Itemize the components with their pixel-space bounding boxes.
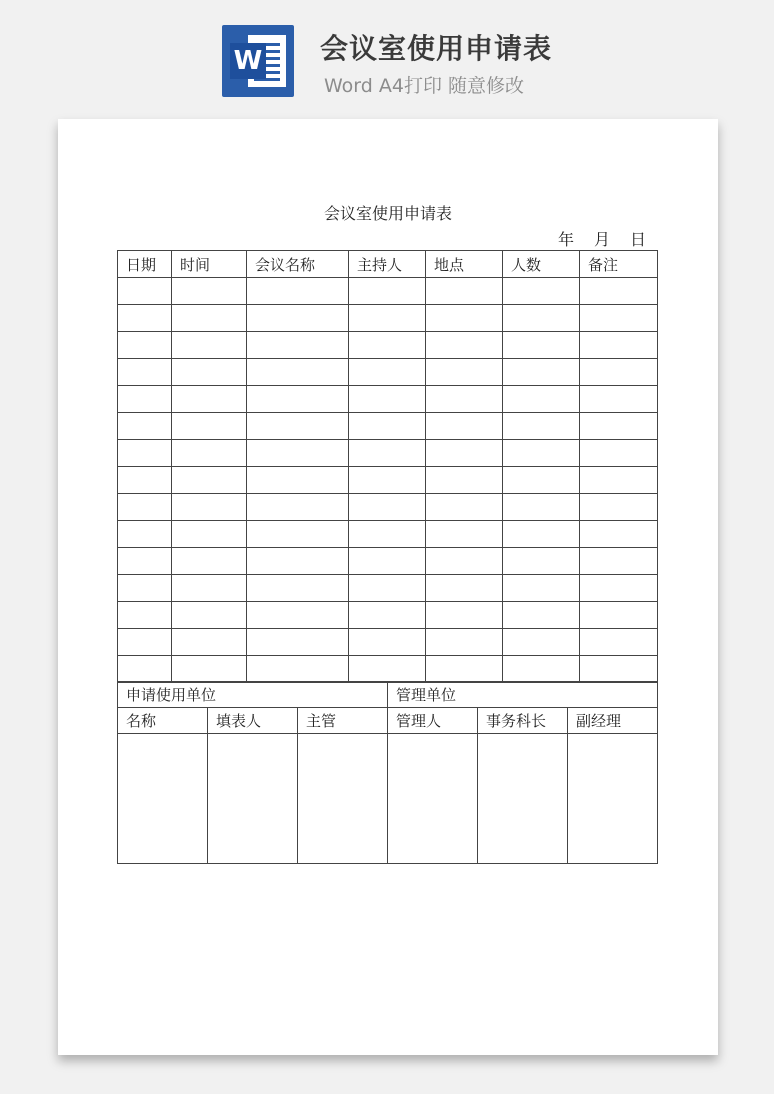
table-cell[interactable] bbox=[580, 278, 658, 305]
table-row bbox=[118, 467, 658, 494]
table-cell[interactable] bbox=[426, 440, 503, 467]
table-cell[interactable] bbox=[426, 278, 503, 305]
table-row bbox=[118, 494, 658, 521]
approval-table bbox=[117, 681, 658, 864]
table-cell[interactable] bbox=[426, 359, 503, 386]
table-cell[interactable] bbox=[349, 467, 426, 494]
table-row bbox=[118, 602, 658, 629]
table-cell[interactable] bbox=[349, 305, 426, 332]
table-cell[interactable] bbox=[349, 278, 426, 305]
table-cell[interactable] bbox=[349, 602, 426, 629]
table-row bbox=[118, 656, 658, 683]
table-cell[interactable] bbox=[247, 629, 349, 656]
template-subtitle: Word A4打印 随意修改 bbox=[324, 75, 525, 97]
table-cell[interactable] bbox=[349, 521, 426, 548]
table-cell[interactable] bbox=[349, 332, 426, 359]
table-row bbox=[118, 278, 658, 305]
table-cell[interactable] bbox=[172, 575, 247, 602]
table-cell[interactable] bbox=[426, 629, 503, 656]
table-cell[interactable] bbox=[503, 440, 580, 467]
table-cell[interactable] bbox=[426, 413, 503, 440]
table-cell[interactable] bbox=[503, 359, 580, 386]
table-cell[interactable] bbox=[247, 305, 349, 332]
meeting-table bbox=[117, 250, 658, 683]
table-cell[interactable] bbox=[247, 602, 349, 629]
table-cell[interactable] bbox=[503, 656, 580, 683]
table-cell[interactable] bbox=[580, 467, 658, 494]
signature-cell[interactable] bbox=[388, 734, 478, 864]
table-cell[interactable] bbox=[172, 413, 247, 440]
signature-cell[interactable] bbox=[568, 734, 658, 864]
table-cell[interactable] bbox=[172, 521, 247, 548]
table-row bbox=[118, 629, 658, 656]
table-cell[interactable] bbox=[118, 413, 172, 440]
table-row bbox=[118, 359, 658, 386]
table-cell[interactable] bbox=[118, 359, 172, 386]
table-cell[interactable] bbox=[580, 386, 658, 413]
table-cell[interactable] bbox=[503, 575, 580, 602]
table-cell[interactable] bbox=[247, 413, 349, 440]
table-cell[interactable] bbox=[172, 278, 247, 305]
table-cell[interactable] bbox=[172, 629, 247, 656]
template-header bbox=[0, 0, 774, 110]
table-cell[interactable] bbox=[503, 413, 580, 440]
table-cell[interactable] bbox=[172, 440, 247, 467]
date-year: 年 bbox=[558, 230, 575, 249]
table-cell[interactable] bbox=[426, 602, 503, 629]
table-cell[interactable] bbox=[349, 413, 426, 440]
column-header-host: 主持人 bbox=[349, 251, 426, 278]
column-header-attendees: 人数 bbox=[503, 251, 580, 278]
table-cell[interactable] bbox=[580, 548, 658, 575]
column-header-meeting-name: 会议名称 bbox=[247, 251, 349, 278]
table-cell[interactable] bbox=[426, 548, 503, 575]
table-cell[interactable] bbox=[118, 656, 172, 683]
table-cell[interactable] bbox=[580, 629, 658, 656]
table-cell[interactable] bbox=[118, 494, 172, 521]
table-cell[interactable] bbox=[349, 494, 426, 521]
table-row bbox=[118, 332, 658, 359]
date-month: 月 bbox=[594, 230, 611, 249]
column-header-filler: 填表人 bbox=[208, 708, 298, 734]
table-cell[interactable] bbox=[247, 467, 349, 494]
table-cell[interactable] bbox=[580, 359, 658, 386]
table-cell[interactable] bbox=[426, 494, 503, 521]
table-cell[interactable] bbox=[172, 548, 247, 575]
table-cell[interactable] bbox=[503, 386, 580, 413]
table-cell[interactable] bbox=[349, 359, 426, 386]
table-cell[interactable] bbox=[580, 305, 658, 332]
table-cell[interactable] bbox=[503, 332, 580, 359]
table-cell[interactable] bbox=[118, 332, 172, 359]
table-cell[interactable] bbox=[503, 602, 580, 629]
table-cell[interactable] bbox=[247, 521, 349, 548]
column-header-deputy-manager: 副经理 bbox=[568, 708, 658, 734]
table-cell[interactable] bbox=[503, 521, 580, 548]
table-cell[interactable] bbox=[580, 413, 658, 440]
document-title: 会议室使用申请表 bbox=[323, 204, 452, 223]
table-row bbox=[118, 548, 658, 575]
table-cell[interactable] bbox=[247, 386, 349, 413]
table-cell[interactable] bbox=[118, 548, 172, 575]
table-row bbox=[118, 575, 658, 602]
table-cell[interactable] bbox=[580, 494, 658, 521]
table-cell[interactable] bbox=[118, 575, 172, 602]
column-header-affairs-chief: 事务科长 bbox=[478, 708, 568, 734]
signature-cell[interactable] bbox=[118, 734, 208, 864]
table-cell[interactable] bbox=[118, 305, 172, 332]
table-cell[interactable] bbox=[349, 548, 426, 575]
table-row bbox=[118, 521, 658, 548]
table-cell[interactable] bbox=[503, 305, 580, 332]
table-row bbox=[118, 305, 658, 332]
date-line bbox=[558, 227, 646, 250]
table-cell[interactable] bbox=[503, 278, 580, 305]
signature-cell[interactable] bbox=[478, 734, 568, 864]
table-cell[interactable] bbox=[172, 305, 247, 332]
column-header-date: 日期 bbox=[118, 251, 172, 278]
table-cell[interactable] bbox=[580, 521, 658, 548]
word-icon bbox=[222, 25, 294, 97]
table-cell[interactable] bbox=[426, 521, 503, 548]
table-cell[interactable] bbox=[118, 440, 172, 467]
table-cell[interactable] bbox=[349, 440, 426, 467]
table-cell[interactable] bbox=[247, 656, 349, 683]
table-cell[interactable] bbox=[426, 656, 503, 683]
table-cell[interactable] bbox=[426, 386, 503, 413]
table-cell[interactable] bbox=[426, 575, 503, 602]
section-applicant: 申请使用单位 bbox=[118, 682, 388, 708]
table-cell[interactable] bbox=[118, 602, 172, 629]
column-header-manager: 管理人 bbox=[388, 708, 478, 734]
table-cell[interactable] bbox=[247, 359, 349, 386]
table-cell[interactable] bbox=[247, 575, 349, 602]
table-row bbox=[118, 440, 658, 467]
table-header-row bbox=[118, 251, 658, 278]
table-cell[interactable] bbox=[580, 440, 658, 467]
table-cell[interactable] bbox=[426, 332, 503, 359]
table-cell[interactable] bbox=[118, 629, 172, 656]
column-header-time: 时间 bbox=[172, 251, 247, 278]
signature-cell[interactable] bbox=[208, 734, 298, 864]
table-cell[interactable] bbox=[580, 575, 658, 602]
date-day: 日 bbox=[630, 230, 647, 249]
table-row bbox=[118, 413, 658, 440]
table-cell[interactable] bbox=[426, 305, 503, 332]
table-cell[interactable] bbox=[349, 386, 426, 413]
table-row bbox=[118, 386, 658, 413]
column-header-supervisor: 主管 bbox=[298, 708, 388, 734]
table-cell[interactable] bbox=[247, 494, 349, 521]
signature-cell[interactable] bbox=[298, 734, 388, 864]
template-title: 会议室使用申请表 bbox=[320, 32, 553, 65]
table-cell[interactable] bbox=[503, 548, 580, 575]
approval-header-row bbox=[118, 708, 658, 734]
table-cell[interactable] bbox=[349, 629, 426, 656]
table-cell[interactable] bbox=[503, 629, 580, 656]
table-cell[interactable] bbox=[580, 656, 658, 683]
signature-row bbox=[118, 734, 658, 864]
table-cell[interactable] bbox=[580, 602, 658, 629]
table-cell[interactable] bbox=[247, 548, 349, 575]
table-cell[interactable] bbox=[580, 332, 658, 359]
table-cell[interactable] bbox=[118, 386, 172, 413]
table-cell[interactable] bbox=[172, 467, 247, 494]
table-cell[interactable] bbox=[118, 521, 172, 548]
table-cell[interactable] bbox=[247, 278, 349, 305]
column-header-location: 地点 bbox=[426, 251, 503, 278]
column-header-remarks: 备注 bbox=[580, 251, 658, 278]
table-cell[interactable] bbox=[172, 359, 247, 386]
table-cell[interactable] bbox=[172, 332, 247, 359]
section-management: 管理单位 bbox=[388, 682, 658, 708]
table-cell[interactable] bbox=[349, 656, 426, 683]
table-cell[interactable] bbox=[426, 467, 503, 494]
table-cell[interactable] bbox=[349, 575, 426, 602]
table-cell[interactable] bbox=[172, 656, 247, 683]
table-cell[interactable] bbox=[118, 278, 172, 305]
table-cell[interactable] bbox=[172, 386, 247, 413]
table-cell[interactable] bbox=[247, 440, 349, 467]
table-cell[interactable] bbox=[247, 332, 349, 359]
table-cell[interactable] bbox=[503, 467, 580, 494]
section-row bbox=[118, 682, 658, 708]
column-header-name: 名称 bbox=[118, 708, 208, 734]
table-cell[interactable] bbox=[172, 602, 247, 629]
word-letter: W bbox=[230, 43, 266, 79]
document-page bbox=[58, 119, 718, 1055]
table-cell[interactable] bbox=[172, 494, 247, 521]
table-cell[interactable] bbox=[118, 467, 172, 494]
table-cell[interactable] bbox=[503, 494, 580, 521]
